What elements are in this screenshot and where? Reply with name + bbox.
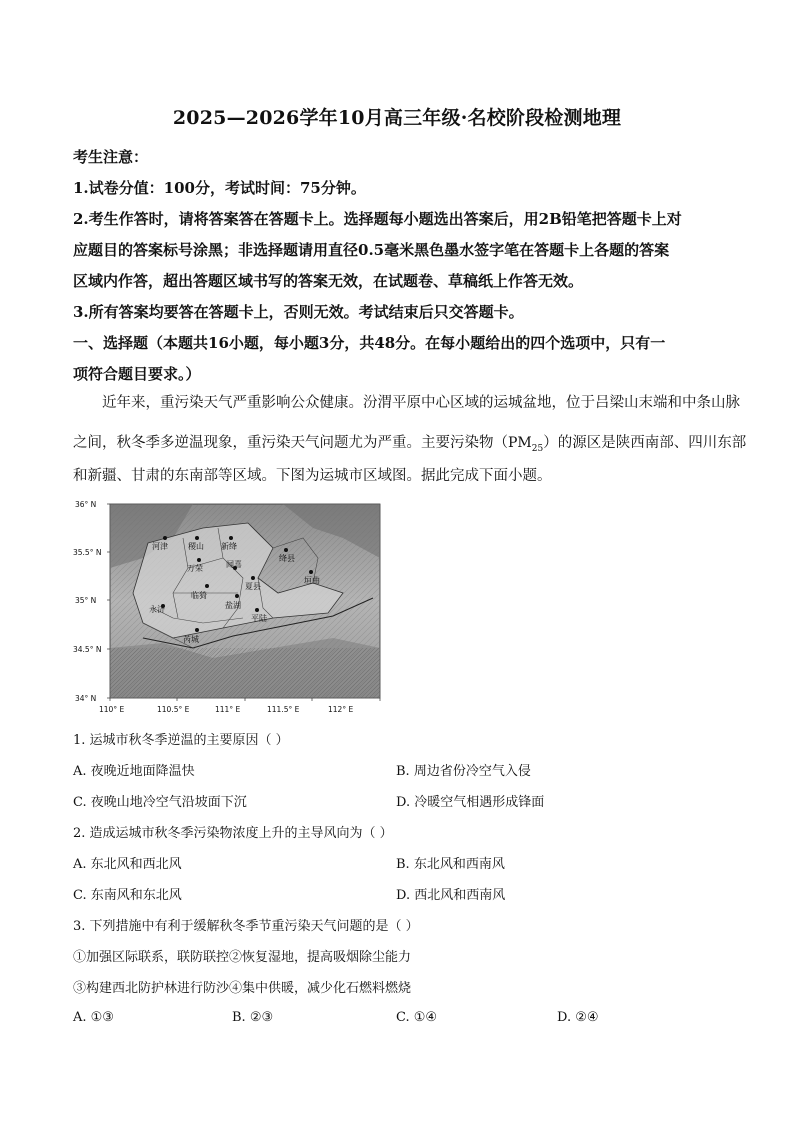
pm-label [508, 435, 544, 454]
lat-label-36: 36° N [75, 500, 97, 509]
pm-main: PM [508, 435, 532, 451]
question-1-option-d[interactable]: D. 冷暖空气相遇形成锋面 [396, 795, 545, 810]
lon-label-110: 110° E [99, 705, 125, 714]
question-3-option-a[interactable]: A. ①③ [73, 1010, 114, 1025]
notice-item-2: 2.考生作答时，请将答案答在答题卡上。选择题每小题选出答案后，用2B铅笔把答题卡上对 [73, 210, 682, 228]
question-1-option-a[interactable]: A. 夜晚近地面降温快 [73, 764, 195, 779]
city-label-xiaxian: 夏县 [245, 582, 261, 591]
question-1-option-b[interactable]: B. 周边省份冷空气入侵 [396, 764, 531, 779]
city-label-pinglu: 平陆 [251, 614, 267, 623]
question-2-option-c[interactable]: C. 东南风和东北风 [73, 888, 182, 903]
passage-line-1: 近年来，重污染天气严重影响公众健康。汾渭平原中心区域的运城盆地，位于吕梁山末端和中条山脉 [102, 395, 740, 411]
notice-item-2-cont: 应题目的答案标号涂黑；非选择题请用直径0.5毫米黑色墨水签字笔在答题卡上各题的答案 [73, 241, 670, 259]
passage-line-2a: 之间，秋冬季多逆温现象，重污染天气问题尤为严重。主要污染物（ [73, 435, 508, 451]
lat-label-35: 35° N [75, 596, 97, 605]
question-3-option-b[interactable]: B. ②③ [232, 1010, 274, 1025]
lon-label-111-5: 111.5° E [267, 705, 300, 714]
notice-item-3: 3.所有答案均要答在答题卡上，否则无效。考试结束后只交答题卡。 [73, 303, 524, 321]
notice-item-2-end: 区域内作答，超出答题区域书写的答案无效，在试题卷、草稿纸上作答无效。 [73, 272, 584, 290]
page-title: 2025—2026学年10月高三年级·名校阶段检测地理 [172, 107, 622, 129]
city-label-wanrong: 万荣 [187, 564, 203, 573]
question-3-option-c[interactable]: C. ①④ [396, 1010, 438, 1025]
question-3-option-d[interactable]: D. ②④ [557, 1010, 599, 1025]
map-plot [110, 504, 380, 698]
city-label-jiangxian: 绛县 [279, 554, 295, 563]
lon-label-112: 112° E [328, 705, 354, 714]
city-label-linyi: 临猗 [191, 591, 207, 600]
question-1-stem: 1. 运城市秋冬季逆温的主要原因（ ） [73, 733, 289, 748]
section-heading: 一、选择题（本题共16小题，每小题3分，共48分。在每小题给出的四个选项中，只有一 [73, 334, 666, 352]
question-2-option-b[interactable]: B. 东北风和西南风 [396, 857, 505, 872]
passage-line-2b: ）的源区是陕西南部、四川东部 [543, 435, 747, 451]
question-3-statements-2: ③构建西北防护林进行防沙④集中供暖，减少化石燃料燃烧 [73, 981, 412, 996]
yuncheng-relief-map [73, 498, 385, 718]
city-label-yanhu: 盐湖 [225, 601, 241, 610]
lat-label-35-5: 35.5° N [73, 548, 102, 557]
question-2-stem: 2. 造成运城市秋冬季污染物浓度上升的主导风向为（ ） [73, 826, 393, 841]
question-2-option-a[interactable]: A. 东北风和西北风 [73, 857, 182, 872]
city-label-yuanqu: 垣曲 [304, 576, 320, 585]
lat-label-34-5: 34.5° N [73, 645, 102, 654]
pm-sub: 25 [531, 443, 544, 454]
question-2-option-d[interactable]: D. 西北风和西南风 [396, 888, 506, 903]
lon-label-110-5: 110.5° E [157, 705, 190, 714]
passage-line-2 [73, 428, 747, 465]
notice-heading: 考生注意： [73, 148, 149, 166]
notice-item-1: 1.试卷分值：100分，考试时间：75分钟。 [73, 179, 366, 197]
city-label-jishan: 稷山 [188, 542, 204, 551]
passage-line-3: 和新疆、甘肃的东南部等区域。下图为运城市区域图。据此完成下面小题。 [73, 468, 552, 484]
city-label-xinjiang: 新绛 [221, 542, 237, 551]
question-3-stem: 3. 下列措施中有利于缓解秋冬季节重污染天气问题的是（ ） [73, 919, 419, 934]
question-1-option-c[interactable]: C. 夜晚山地冷空气沿坡面下沉 [73, 795, 247, 810]
city-label-hejin: 河津 [152, 542, 168, 551]
city-label-wenxi: 闻喜 [226, 560, 242, 569]
lon-label-111: 111° E [215, 705, 241, 714]
city-label-ruicheng: 芮城 [183, 635, 199, 644]
city-label-yongji: 永济 [149, 605, 165, 614]
question-3-statements-1: ①加强区际联系，联防联控②恢复湿地，提高吸烟除尘能力 [73, 950, 412, 965]
lat-label-34: 34° N [75, 694, 97, 703]
section-heading-cont: 项符合题目要求。） [73, 365, 201, 383]
